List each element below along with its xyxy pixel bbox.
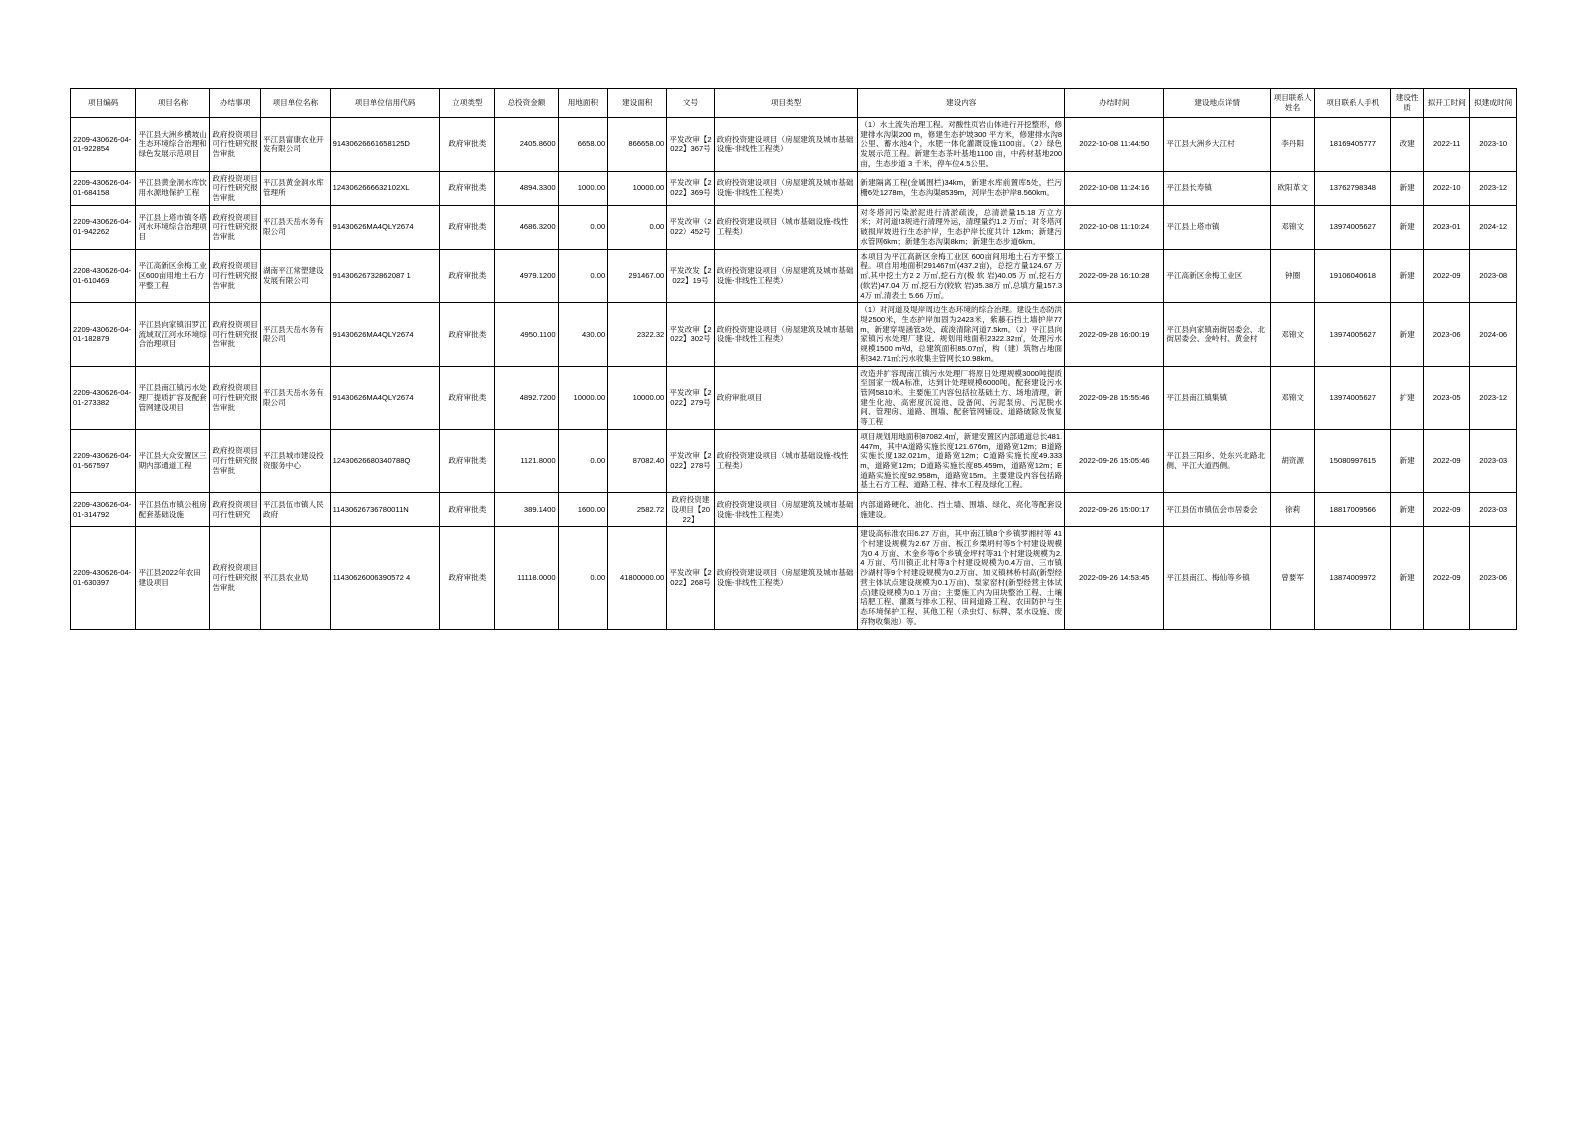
cell-approval-type: 政府审批类 (440, 303, 495, 366)
cell-land-area: 1600.00 (558, 493, 608, 527)
cell-unit: 平江县天岳水务有限公司 (260, 366, 330, 429)
cell-approval-type: 政府审批类 (440, 429, 495, 492)
cell-build-area: 87082.40 (608, 429, 667, 492)
cell-start-time: 2023-05 (1423, 366, 1469, 429)
cell-code: 2209-430626-04-01-314792 (71, 493, 136, 527)
cell-build-area: 291467.00 (608, 249, 667, 303)
cell-doc-no: 平发改审【2022】278号 (667, 429, 714, 492)
cell-contact: 邓锦文 (1270, 303, 1314, 366)
cell-content: 新建隔离工程(金属围栏)34km，新建水库前置库5处，拦污栅6处1278m，生态沟渠8539m，河岸生态护岸8.560km。 (858, 171, 1065, 205)
cell-matter: 政府投资项目可行性研究报告审批 (210, 118, 261, 172)
cell-contact: 曾要军 (1270, 527, 1314, 629)
cell-credit: 91430626661658125D (330, 118, 440, 172)
column-header-nature: 建设性质 (1391, 89, 1424, 118)
cell-place: 平江县南江、梅仙等乡镇 (1164, 527, 1271, 629)
cell-start-time: 2022-09 (1423, 249, 1469, 303)
cell-approval-type: 政府审批类 (440, 205, 495, 249)
cell-land-area: 0.00 (558, 527, 608, 629)
cell-content: （1）水土流失治理工程。对酸性页岩山体进行开挖整形，修建排水沟渠200 m，修建生态护坡300 平方米，修建排水沟8公里、蓄水池4个，水肥一体化灌溉设施1100亩。（2）绿色发展示范工程。新建生态茶叶基地1100 亩，中药材基地200 亩，生态步道 3 千米，停车位4.5公里。 (858, 118, 1065, 172)
cell-credit: 91430626732862087 1 (330, 249, 440, 303)
cell-project-type: 政府投资建设项目（城市基础设施-线性工程类） (714, 429, 858, 492)
cell-doc-no: 平发改审【2022】279号 (667, 366, 714, 429)
cell-doc-no: 平发改审【2022】302号 (667, 303, 714, 366)
cell-start-time: 2022-10 (1423, 171, 1469, 205)
cell-amount: 4894.3300 (495, 171, 558, 205)
cell-build-area: 41800000.00 (608, 527, 667, 629)
cell-end-time: 2023-08 (1470, 249, 1517, 303)
cell-matter: 政府投资项目可行性研究报告审批 (210, 527, 261, 629)
cell-matter: 政府投资项目可行性研究报告审批 (210, 171, 261, 205)
cell-name: 平江县向家镇汨罗江流域双江河水环境综合治理项目 (136, 303, 210, 366)
cell-content: 改造并扩容现南江镇污水处理厂将原日处理规模3000吨提质至国家一级A标准，达到计处理规模6000吨。配套建设污水管网5810米。主要施工内容包括拉基础土方、场地清理，新建生化池、高密度沉淀池、设备间、污泥泵房、污泥脱水间、管理房、道路、围墙、配套管网铺设、道路破除及恢复等工程 (858, 366, 1065, 429)
cell-name: 平江县黄金洞水库饮用水源地保护工程 (136, 171, 210, 205)
column-header-unit: 项目单位名称 (260, 89, 330, 118)
cell-build-area: 10000.00 (608, 366, 667, 429)
cell-place: 平江县南江镇集镇 (1164, 366, 1271, 429)
cell-approval-type: 政府审批类 (440, 118, 495, 172)
cell-content: 项目规划用地面积87082.4㎡，新建安置区内部通道总长481.447m，其中A道路实施长度121.676m，道路宽12m；B道路实施长度132.021m，道路宽12m；C道路实施长度49.333m，道路宽12m；D道路实施长度85.459m，道路宽12m；E道路实施长度92.958m，道路宽15m。主要建设内容包括路基土石方工程、道路工程、排水工程及绿化工程。 (858, 429, 1065, 492)
cell-amount: 4686.3200 (495, 205, 558, 249)
column-header-doc-no: 文号 (667, 89, 714, 118)
cell-unit: 平江县富康农业开发有限公司 (260, 118, 330, 172)
cell-phone: 18169405777 (1315, 118, 1391, 172)
cell-finish-time: 2022-10-08 11:10:24 (1065, 205, 1164, 249)
cell-code: 2209-430626-04-01-273382 (71, 366, 136, 429)
cell-amount: 1121.8000 (495, 429, 558, 492)
cell-name: 平江高新区余梅工业区600亩用地土石方平整工程 (136, 249, 210, 303)
cell-amount: 11118.0000 (495, 527, 558, 629)
cell-credit: 11430626736780011N (330, 493, 440, 527)
cell-phone: 13974005627 (1315, 303, 1391, 366)
cell-credit: 1243062666632102XL (330, 171, 440, 205)
cell-approval-type: 政府审批类 (440, 249, 495, 303)
cell-contact: 徐莉 (1270, 493, 1314, 527)
column-header-project-type: 项目类型 (714, 89, 858, 118)
cell-start-time: 2023-06 (1423, 303, 1469, 366)
cell-finish-time: 2022-09-28 16:10:28 (1065, 249, 1164, 303)
column-header-amount: 总投资金额 (495, 89, 558, 118)
cell-end-time: 2023-03 (1470, 429, 1517, 492)
cell-matter: 政府投资项目可行性研究报告审批 (210, 303, 261, 366)
cell-name: 平江县大洲乡横坡山生态环境综合治理和绿色发展示范项目 (136, 118, 210, 172)
column-header-start-time: 拟开工时间 (1423, 89, 1469, 118)
project-approval-table (70, 88, 1517, 630)
cell-doc-no: 平发改审【2022】268号 (667, 527, 714, 629)
cell-start-time: 2022-09 (1423, 429, 1469, 492)
cell-place: 平江高新区余梅工业区 (1164, 249, 1271, 303)
cell-phone: 15080997615 (1315, 429, 1391, 492)
cell-phone: 19106040618 (1315, 249, 1391, 303)
cell-phone: 13974005627 (1315, 366, 1391, 429)
cell-land-area: 6658.00 (558, 118, 608, 172)
cell-code: 2209-430626-04-01-942262 (71, 205, 136, 249)
cell-contact: 钟圈 (1270, 249, 1314, 303)
cell-unit: 平江县天岳水务有限公司 (260, 303, 330, 366)
cell-name: 平江县南江镇污水处理厂提质扩容及配套管网建设项目 (136, 366, 210, 429)
cell-place: 平江县上塔市镇 (1164, 205, 1271, 249)
cell-project-type: 政府审批项目 (714, 366, 858, 429)
cell-contact: 邓锦文 (1270, 205, 1314, 249)
cell-unit: 平江县农业局 (260, 527, 330, 629)
cell-project-type: 政府投资建设项目（房屋建筑及城市基础设施-非线性工程类） (714, 493, 858, 527)
column-header-build-area: 建设面积 (608, 89, 667, 118)
table-row (71, 303, 1517, 366)
table-row (71, 527, 1517, 629)
column-header-credit: 项目单位信用代码 (330, 89, 440, 118)
cell-doc-no: 平发改审【2022】367号 (667, 118, 714, 172)
cell-build-area: 10000.00 (608, 171, 667, 205)
cell-project-type: 政府投资建设项目（房屋建筑及城市基础设施-非线性工程类） (714, 249, 858, 303)
table-row (71, 118, 1517, 172)
cell-credit: 12430626680340788Q (330, 429, 440, 492)
cell-project-type: 政府投资建设项目（房屋建筑及城市基础设施-非线性工程类） (714, 118, 858, 172)
cell-end-time: 2023-10 (1470, 118, 1517, 172)
cell-matter: 政府投资项目可行性研究报告审批 (210, 205, 261, 249)
cell-phone: 13874009972 (1315, 527, 1391, 629)
cell-amount: 2405.8600 (495, 118, 558, 172)
cell-place: 平江县大洲乡大江村 (1164, 118, 1271, 172)
cell-code: 2209-430626-04-01-182879 (71, 303, 136, 366)
column-header-phone: 项目联系人手机 (1315, 89, 1391, 118)
cell-matter: 政府投资项目可行性研究报告审批 (210, 429, 261, 492)
cell-finish-time: 2022-09-26 15:05:46 (1065, 429, 1164, 492)
column-header-approval-type: 立项类型 (440, 89, 495, 118)
cell-amount: 4979.1200 (495, 249, 558, 303)
cell-approval-type: 政府审批类 (440, 493, 495, 527)
cell-finish-time: 2022-09-28 16:00:19 (1065, 303, 1164, 366)
table-header-row (71, 89, 1517, 118)
cell-land-area: 0.00 (558, 205, 608, 249)
cell-nature: 新建 (1391, 429, 1424, 492)
cell-code: 2209-430626-04-01-922854 (71, 118, 136, 172)
cell-unit: 湖南平江常塑建设发展有限公司 (260, 249, 330, 303)
cell-build-area: 2322.32 (608, 303, 667, 366)
cell-start-time: 2022-11 (1423, 118, 1469, 172)
table-row (71, 171, 1517, 205)
cell-name: 平江县大众安置区三期内部通道工程 (136, 429, 210, 492)
cell-content: 建设高标准农田6.27 万亩，其中南江镇8个乡镇罗湘村等 41 个村建设规模为2.67 万亩、板江乡栗坍村等5个村建设规模为0 4 万亩、木金乡等6个乡镇金坪村等31个村建设规模为2.4 万亩、芍川镇正北村等3个村建设规模为0.4万亩、三市镇沙湖村等9个村建设规模为0.2万亩、加义镇林桥村高(新型经营主体试点建设规模为0.1万亩)、泵家窑村(新型经营主体试点)建设规模为0.1 万亩；主要施工内为田块整治工程、土壤培肥工程、灌溉与排水工程、田间道路工程、农田防护与生态环境保护工程、其他工程（杀虫灯、标牌、泵水设施、废弃物收集池）等。 (858, 527, 1065, 629)
cell-content: 内部道路硬化、油化、挡土墙、围墙、绿化、亮化等配套设施建设。 (858, 493, 1065, 527)
cell-project-type: 政府投资建设项目（房屋建筑及城市基础设施-非线性工程类） (714, 303, 858, 366)
cell-end-time: 2023-12 (1470, 366, 1517, 429)
cell-code: 2209-430626-04-01-684158 (71, 171, 136, 205)
cell-contact: 李丹阳 (1270, 118, 1314, 172)
cell-finish-time: 2022-09-26 14:53:45 (1065, 527, 1164, 629)
cell-end-time: 2024-12 (1470, 205, 1517, 249)
table-row (71, 429, 1517, 492)
cell-doc-no: 平发改发【2022】19号 (667, 249, 714, 303)
cell-nature: 扩建 (1391, 366, 1424, 429)
table-body (71, 118, 1517, 630)
cell-unit: 平江县伍市镇人民政府 (260, 493, 330, 527)
cell-code: 2208-430626-04-01-610469 (71, 249, 136, 303)
cell-name: 平江县2022年农田建设项目 (136, 527, 210, 629)
cell-approval-type: 政府审批类 (440, 527, 495, 629)
cell-phone: 13974005627 (1315, 205, 1391, 249)
cell-nature: 新建 (1391, 171, 1424, 205)
cell-content: 本项目为平江高新区余梅工业区 600亩间用地土石方平整工程。项自用地面积291467㎡(437.2亩)，总挖方量124.67 万 ㎡,其中挖土方2 2 万㎡,挖石方(极 软 岩)40.05 万 ㎡,挖石方(软岩)47.04 万 ㎡,挖石方(较软 岩)35.38万 ㎡,总填方量157.34万 ㎡,清表土 5.66 万㎡。 (858, 249, 1065, 303)
cell-finish-time: 2022-09-26 15:00:17 (1065, 493, 1164, 527)
cell-doc-no: 政府投资建设项目【2022】 (667, 493, 714, 527)
cell-credit: 91430626MA4QLY2674 (330, 205, 440, 249)
cell-unit: 平江县黄金洞水库管理所 (260, 171, 330, 205)
cell-unit: 平江县天岳水务有限公司 (260, 205, 330, 249)
table-row (71, 366, 1517, 429)
cell-nature: 新建 (1391, 527, 1424, 629)
cell-land-area: 430.00 (558, 303, 608, 366)
cell-amount: 4950.1100 (495, 303, 558, 366)
table-row (71, 205, 1517, 249)
cell-finish-time: 2022-10-08 11:44:50 (1065, 118, 1164, 172)
cell-land-area: 0.00 (558, 429, 608, 492)
cell-nature: 新建 (1391, 303, 1424, 366)
cell-content: 对冬塔河污染淤泥进行清淤疏浚，总清淤量15.18 万立方米；对河道!3规进行清理外运，清理量约1.2 万㎡；对冬塔河破损岸坡进行生态护岸，生态护岸长度共计 12km；新建污水管网6km；新建生态沟渠8km；新建生态步道6km。 (858, 205, 1065, 249)
cell-place: 平江县长寿镇 (1164, 171, 1271, 205)
cell-start-time: 2023-01 (1423, 205, 1469, 249)
cell-matter: 政府投资项目可行性研究报告审批 (210, 366, 261, 429)
cell-contact: 欧阳革文 (1270, 171, 1314, 205)
cell-credit: 91430626MA4QLY2674 (330, 366, 440, 429)
cell-contact: 邓锦文 (1270, 366, 1314, 429)
cell-place: 平江县三阳乡、处东兴北路北侧、平江大道西侧。 (1164, 429, 1271, 492)
column-header-contact: 项目联系人姓名 (1270, 89, 1314, 118)
cell-land-area: 0.00 (558, 249, 608, 303)
cell-build-area: 2582.72 (608, 493, 667, 527)
cell-approval-type: 政府审批类 (440, 366, 495, 429)
cell-end-time: 2023-12 (1470, 171, 1517, 205)
cell-project-type: 政府投资建设项目（城市基础设施-线性工程类） (714, 205, 858, 249)
table-row (71, 493, 1517, 527)
cell-start-time: 2022-09 (1423, 493, 1469, 527)
column-header-content: 建设内容 (858, 89, 1065, 118)
cell-credit: 91430626MA4QLY2674 (330, 303, 440, 366)
cell-end-time: 2023-06 (1470, 527, 1517, 629)
cell-phone: 13762798348 (1315, 171, 1391, 205)
cell-doc-no: 平发改审（2022）452号 (667, 205, 714, 249)
cell-unit: 平江县城市建设投资服务中心 (260, 429, 330, 492)
cell-matter: 政府投资项目可行性研究报告审批 (210, 249, 261, 303)
cell-land-area: 10000.00 (558, 366, 608, 429)
table-row (71, 249, 1517, 303)
cell-code: 2209-430626-04-01-567597 (71, 429, 136, 492)
cell-content: （1）对河道及堤岸周边生态环境的综合治理。建设生态防洪堤2500米，生态护岸加固为2423米，紫藤石挡土墙护岸77m，新建穿堤涵管3处、疏浚清除河道7.5km。（2）平江县向家镇污水处理厂建设。规划用地面积2322.32㎡，处理污水规模1500 m³/d，总建筑面积85.07㎡，构（建）筑物占地面积342.71㎡;污水收集主管网长10.98km。 (858, 303, 1065, 366)
column-header-code: 项目编码 (71, 89, 136, 118)
cell-nature: 新建 (1391, 493, 1424, 527)
cell-doc-no: 平发改审【2022】369号 (667, 171, 714, 205)
column-header-name: 项目名称 (136, 89, 210, 118)
cell-build-area: 866658.00 (608, 118, 667, 172)
cell-project-type: 政府投资建设项目（房屋建筑及城市基础设施-非线性工程类） (714, 527, 858, 629)
cell-phone: 18817009566 (1315, 493, 1391, 527)
cell-amount: 389.1400 (495, 493, 558, 527)
cell-nature: 改建 (1391, 118, 1424, 172)
cell-build-area: 0.00 (608, 205, 667, 249)
cell-matter: 政府投资项目可行性研究 (210, 493, 261, 527)
cell-end-time: 2023-03 (1470, 493, 1517, 527)
column-header-finish-time: 办结时间 (1065, 89, 1164, 118)
cell-credit: 11430626006390572 4 (330, 527, 440, 629)
column-header-end-time: 拟建成时间 (1470, 89, 1517, 118)
cell-code: 2209-430626-04-01-630397 (71, 527, 136, 629)
cell-name: 平江县伍市镇公租房配套基础设施 (136, 493, 210, 527)
column-header-matter: 办结事项 (210, 89, 261, 118)
cell-approval-type: 政府审批类 (440, 171, 495, 205)
cell-start-time: 2022-09 (1423, 527, 1469, 629)
cell-place: 平江县伍市镇伍会市居委会 (1164, 493, 1271, 527)
cell-contact: 胡资源 (1270, 429, 1314, 492)
cell-name: 平江县上塔市镇冬塔河水环境综合治理项目 (136, 205, 210, 249)
cell-end-time: 2024-06 (1470, 303, 1517, 366)
column-header-land-area: 用地面积 (558, 89, 608, 118)
column-header-place: 建设地点详情 (1164, 89, 1271, 118)
cell-finish-time: 2022-09-28 15:55:46 (1065, 366, 1164, 429)
cell-project-type: 政府投资建设项目（房屋建筑及城市基础设施-非线性工程类） (714, 171, 858, 205)
cell-amount: 4892.7200 (495, 366, 558, 429)
cell-nature: 新建 (1391, 249, 1424, 303)
cell-nature: 新建 (1391, 205, 1424, 249)
cell-land-area: 1000.00 (558, 171, 608, 205)
cell-place: 平江县向家镇南街居委会、北街居委会、金岭村、黄金村 (1164, 303, 1271, 366)
cell-finish-time: 2022-10-08 11:24:16 (1065, 171, 1164, 205)
